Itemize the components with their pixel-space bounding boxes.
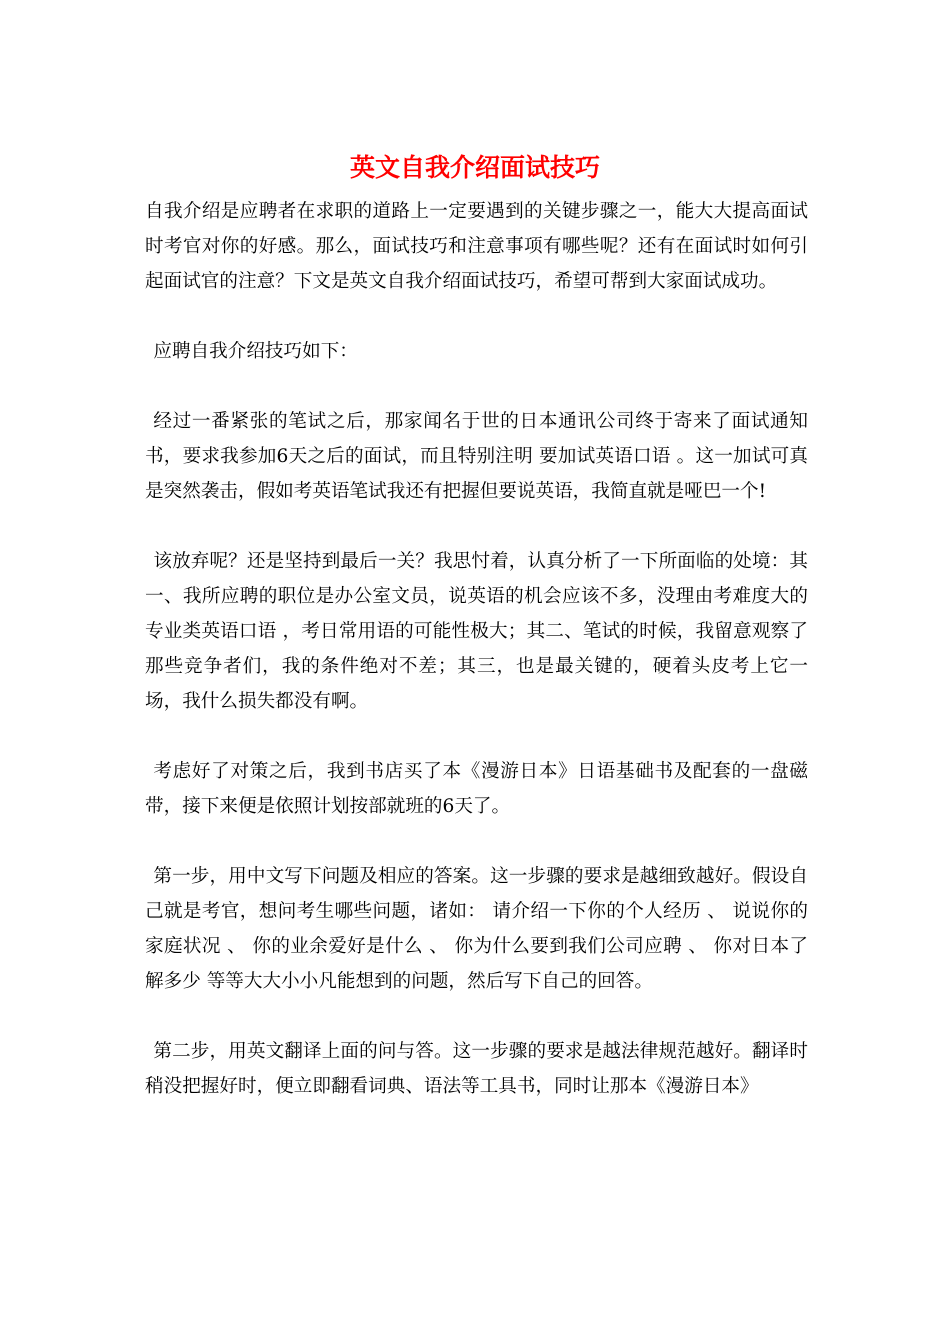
document-body	[145, 194, 808, 1139]
paragraph-analysis: 该放弃呢？还是坚持到最后一关？我思忖着，认真分析了一下所面临的处境：其一、我所应聘的职位是办公室文员，说英语的机会应该不多，没理由考难度大的专业类英语口语 ，考日常用语的可能性极大；其二、笔试的时候，我留意观察了那些竞争者们，我的条件绝对不差；其三，也是最关键的，硬着头皮考上它一场，我什么损失都没有啊。	[145, 551, 808, 712]
document-title: 英文自我介绍面试技巧	[349, 153, 600, 182]
paragraph-tips-heading: 应聘自我介绍技巧如下：	[153, 341, 358, 362]
paragraph-interview-notice: 经过一番紧张的笔试之后，那家闻名于世的日本通讯公司终于寄来了面试通知书，要求我参加6天之后的面试，而且特别注明 要加试英语口语 。这一加试可真是突然袭击，假如考英语笔试我还有把握但要说英语，我简直就是哑巴一个!	[145, 411, 808, 502]
paragraph-step-one: 第一步，用中文写下问题及相应的答案。这一步骤的要求是越细致越好。假设自己就是考官，想问考生哪些问题，诸如： 请介绍一下你的个人经历 、 说说你的家庭状况 、 你的业余爱好是什么 、 你为什么要到我们公司应聘 、 你对日本了解多少 等等大大小小凡能想到的问题，然后写下自己的回答。	[145, 866, 808, 992]
paragraph-strategy: 考虑好了对策之后，我到书店买了本《漫游日本》日语基础书及配套的一盘磁带，接下来便是依照计划按部就班的6天了。	[145, 761, 808, 817]
paragraph-step-two: 第二步，用英文翻译上面的问与答。这一步骤的要求是越法律规范越好。翻译时稍没把握好时，便立即翻看词典、语法等工具书，同时让那本《漫游日本》	[145, 1041, 808, 1097]
paragraph-intro: 自我介绍是应聘者在求职的道路上一定要遇到的关键步骤之一，能大大提高面试时考官对你的好感。那么，面试技巧和注意事项有哪些呢？还有在面试时如何引起面试官的注意？下文是英文自我介绍面试技巧，希望可帮到大家面试成功。	[145, 201, 808, 292]
